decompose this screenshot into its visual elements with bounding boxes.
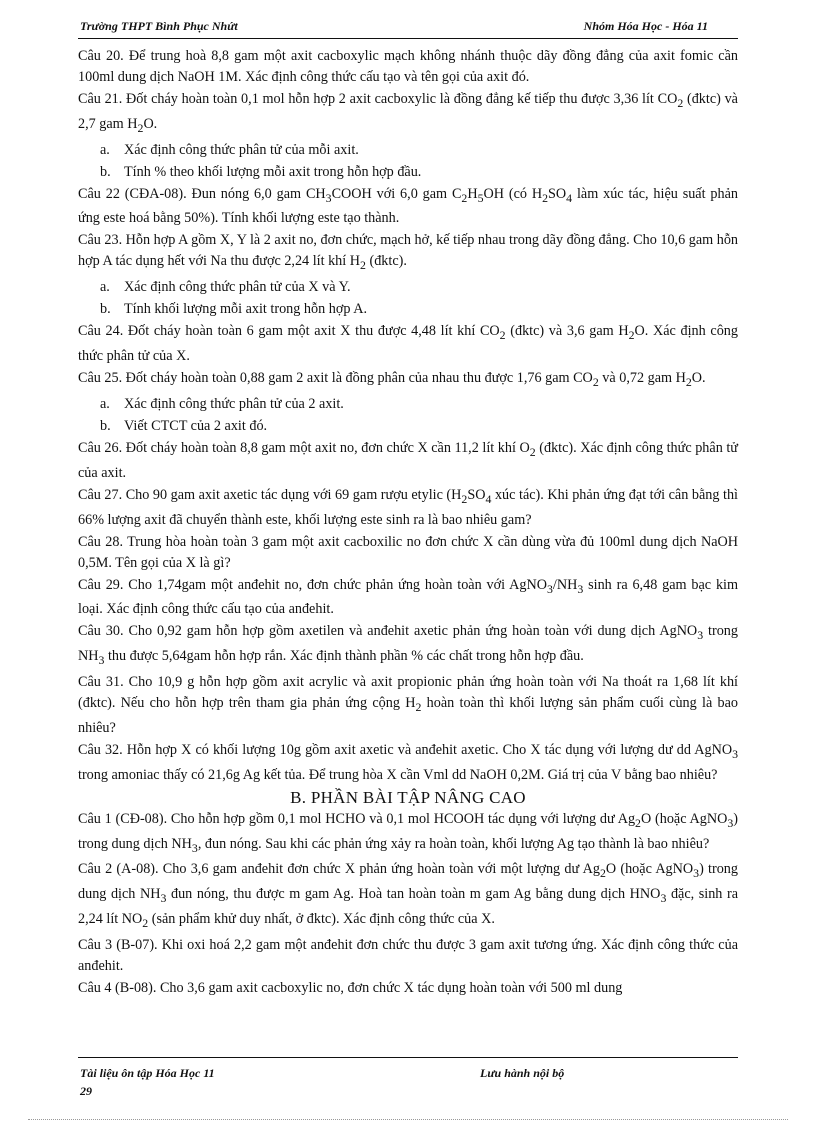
- header-group: Nhóm Hóa Học - Hóa 11: [583, 19, 708, 33]
- sub-question-text: Tính khối lượng mỗi axit trong hỗn hợp A.: [124, 301, 367, 318]
- question-paragraph: Câu 4 (B-08). Cho 3,6 gam axit cacboxylic no, đơn chức X tác dụng hoàn toàn với 500 ml dung: [78, 979, 623, 996]
- sub-question: [78, 140, 738, 161]
- page-edge-line: [28, 1119, 788, 1120]
- question-paragraph: Câu 24. Đốt cháy hoàn toàn 6 gam một axit X thu được 4,48 lít khí $CO_2$ (đktc) và 3,6 gam $H_2O$. Xác định công thức phân tử của X.: [78, 323, 738, 365]
- sub-question-text: Xác định công thức phân tử của mỗi axit.: [124, 141, 359, 158]
- list-marker: a.: [100, 141, 110, 158]
- question-paragraph: Câu 25. Đốt cháy hoàn toàn 0,88 gam 2 axit là đồng phân của nhau thu được 1,76 gam $CO_2$ và 0,72 gam $H_2O$.: [78, 370, 706, 389]
- sub-question: [78, 277, 738, 298]
- document-content: [78, 46, 738, 1000]
- page-header: [78, 16, 738, 39]
- sub-question: [78, 299, 738, 320]
- list-marker: a.: [100, 279, 110, 296]
- question-paragraph: Câu 21. Đốt cháy hoàn toàn 0,1 mol hỗn hợp 2 axit cacboxylic là đồng đẳng kế tiếp thu được 3,36 lít $CO_2$ (đktc) và 2,7 gam $H_2O$.: [78, 91, 738, 135]
- question-paragraph: Câu 31. Cho 10,9 g hỗn hợp gồm axit acrylic và axit propionic phản ứng hoàn toàn với Na thoát ra 1,68 lít khí (đktc). Nếu cho hỗn hợp trên tham gia phản ứng cộng $H_2$ hoàn toàn thì khối lượng sản phẩm cuối cùng là bao nhiêu?: [78, 674, 738, 736]
- sub-question: [78, 394, 738, 415]
- list-marker: a.: [100, 395, 110, 412]
- footer-doc-title: Tài liệu ôn tập Hóa Học 11: [80, 1066, 215, 1080]
- question-paragraph: Câu 27. Cho 90 gam axit axetic tác dụng với 69 gam rượu etylic ($H_2SO_4$ xúc tác). Khi phản ứng đạt tới cân bằng thì 66% lượng axit đã chuyển thành este, khối lượng este sinh ra là bao nhiêu gam?: [78, 486, 738, 528]
- section-heading: B. PHẦN BÀI TẬP NÂNG CAO: [290, 787, 526, 807]
- list-marker: b.: [100, 301, 111, 318]
- list-marker: b.: [100, 163, 111, 180]
- question-paragraph: Câu 2 (A-08). Cho 3,6 gam anđehit đơn chức X phản ứng hoàn toàn với một lượng dư $Ag_2O$ (hoặc AgNO$_3$) trong dung dịch $NH_3$ đun nóng, thu được m gam Ag. Hoà tan hoàn toàn m gam Ag bằng dung dịch $HNO_3$ đặc, sinh ra 2,24 lít $NO_2$ (sản phẩm khử duy nhất, ở đktc). Xác định công thức của X.: [78, 861, 739, 930]
- footer-distribution: Lưu hành nội bộ: [480, 1066, 565, 1080]
- sub-question: [78, 416, 738, 437]
- question-paragraph: Câu 29. Cho 1,74gam một anđehit no, đơn chức phản ứng hoàn toàn với $AgNO_3/NH_3$ sinh ra 6,48 gam bạc kim loại. Xác định công thức cấu tạo của anđehit.: [78, 576, 739, 618]
- page-footer: [78, 1057, 738, 1098]
- question-paragraph: Câu 26. Đốt cháy hoàn toàn 8,8 gam một axit no, đơn chức X cần 11,2 lít khí $O_2$ (đktc). Xác định công thức phân tử của axit.: [78, 439, 738, 481]
- question-paragraph: Câu 28. Trung hòa hoàn toàn 3 gam một axit cacboxilic no đơn chức X cần dùng vừa đủ 100ml dung dịch NaOH 0,5M. Tên gọi của X là gì?: [78, 533, 738, 571]
- list-marker: b.: [100, 417, 111, 434]
- question-paragraph: Câu 32. Hỗn hợp X có khối lượng 10g gồm axit axetic và anđehit axetic. Cho X tác dụng với lượng dư dd AgNO$_3$ trong amoniac thấy có 21,6g Ag kết tủa. Để trung hòa X cần Vml dd NaOH 0,2M. Giá trị của V bằng bao nhiêu?: [78, 741, 738, 783]
- header-school: Trường THPT Bình Phục Nhứt: [80, 19, 238, 33]
- question-paragraph: Câu 20. Để trung hoà 8,8 gam một axit cacboxylic mạch không nhánh thuộc dãy đồng đẳng của axit fomic cần 100ml dung dịch NaOH 1M. Xác định công thức cấu tạo và tên gọi của axit đó.: [78, 48, 738, 85]
- question-paragraph: Câu 1 (CĐ-08). Cho hỗn hợp gồm 0,1 mol HCHO và 0,1 mol HCOOH tác dụng với lượng dư $Ag_2O$ (hoặc AgNO$_3$) trong dung dịch $NH_3$, đun nóng. Sau khi các phản ứng xảy ra hoàn toàn, khối lượng Ag tạo thành là bao nhiêu?: [78, 810, 738, 855]
- page-number: 29: [80, 1084, 92, 1098]
- sub-question-text: Viết CTCT của 2 axit đó.: [124, 417, 268, 434]
- sub-question-text: Xác định công thức phân tử của 2 axit.: [124, 395, 344, 412]
- question-paragraph: Câu 30. Cho 0,92 gam hỗn hợp gồm axetilen và anđehit axetic phản ứng hoàn toàn với dung dịch AgNO$_3$ trong $NH_3$ thu được 5,64gam hỗn hợp rắn. Xác định thành phần % các chất trong hỗn hợp đầu.: [78, 623, 738, 668]
- sub-question-text: Xác định công thức phân tử của X và Y.: [124, 279, 351, 296]
- sub-question: [78, 162, 738, 183]
- question-paragraph: Câu 3 (B-07). Khi oxi hoá 2,2 gam một anđehit đơn chức thu được 3 gam axit tương ứng. Xác định công thức của anđehit.: [78, 936, 738, 974]
- question-paragraph: Câu 22 (CĐA-08). Đun nóng 6,0 gam $CH_3COOH$ với 6,0 gam $C_2H_5OH$ (có $H_2SO_4$ làm xúc tác, hiệu suất phản ứng este hoá bằng 50%). Tính khối lượng este tạo thành.: [78, 185, 738, 227]
- sub-question-text: Tính % theo khối lượng mỗi axit trong hỗn hợp đầu.: [124, 163, 422, 180]
- question-paragraph: Câu 23. Hỗn hợp A gồm X, Y là 2 axit no, đơn chức, mạch hở, kế tiếp nhau trong dãy đồng đẳng. Cho 10,6 gam hỗn hợp A tác dụng hết với Na thu được 2,24 lít khí $H_2$ (đktc).: [78, 232, 739, 273]
